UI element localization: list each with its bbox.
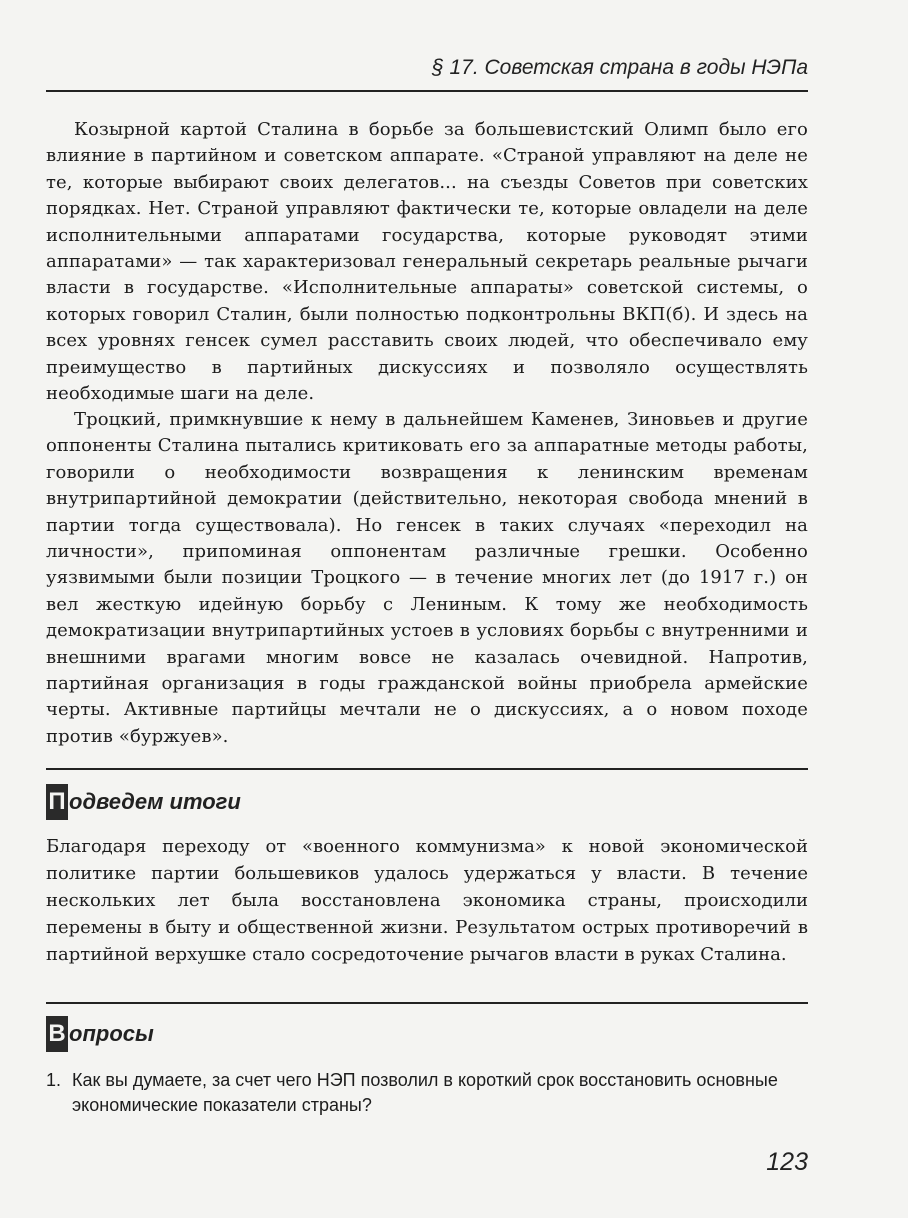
main-text bbox=[46, 407, 808, 750]
questions-heading bbox=[46, 1016, 154, 1052]
page-number: 123 bbox=[766, 1148, 808, 1176]
main-text bbox=[46, 117, 808, 407]
question-number: 1. bbox=[46, 1070, 62, 1090]
section-divider bbox=[46, 768, 808, 770]
summary-heading bbox=[46, 784, 241, 820]
header-title: § 17. Советская страна в годы НЭПа bbox=[431, 56, 808, 79]
heading-text: опросы bbox=[69, 1021, 154, 1046]
question-text: Как вы думаете, за счет чего НЭП позволил в короткий срок восстановить основные экономические показатели страны? bbox=[72, 1070, 778, 1115]
heading-initial: П bbox=[46, 784, 68, 820]
paragraph: Козырной картой Сталина в борьбе за большевистский Олимп было его влияние в партийном и советском аппарате. «Страной управляют на деле не те, которые выбирают своих делегатов... на съезды Советов при советских порядках. Нет. Страной управляют фактически те, которые овладели на деле исполнительными аппаратами государства, которые руководят этими аппаратами» — так характеризовал генеральный секретарь реальные рычаги власти в государстве. «Исполнительные аппараты» советской системы, о которых говорил Сталин, были полностью подконтрольны ВКП(б). И здесь на всех уровнях генсек сумел расставить своих людей, что обеспечивало ему преимущество в партийных дискуссиях и позволяло осуществлять необходимые шаги на деле. bbox=[46, 119, 808, 405]
section-divider bbox=[46, 1002, 808, 1004]
paragraph: Троцкий, примкнувшие к нему в дальнейшем Каменев, Зиновьев и другие оппоненты Сталина пытались критиковать его за аппаратные методы работы, говорили о необходимости возвращения к ленинским временам внутрипартийной демократии (действительно, некоторая свобода мнений в партии тогда существовала). Но генсек в таких случаях «переходил на личности», припоминая оппонентам различные грешки. Особенно уязвимыми были позиции Троцкого — в течение многих лет (до 1917 г.) он вел жесткую идейную борьбу с Лениным. К тому же необходимость демократизации внутрипартийных устоев в условиях борьбы с внутренними и внешними врагами многим вовсе не казалась очевидной. Напротив, партийная организация в годы гражданской войны приобрела армейские черты. Активные партийцы мечтали не о дискуссиях, а о новом походе против «буржуев». bbox=[46, 409, 808, 747]
heading-text: одведем итоги bbox=[69, 789, 241, 814]
question-item bbox=[46, 1068, 808, 1118]
heading-initial: В bbox=[46, 1016, 68, 1052]
summary-text: Благодаря переходу от «военного коммунизма» к новой экономической политике партии большевиков удалось удержаться у власти. В течение нескольких лет была восстановлена экономика страны, происходили перемены в быту и общественной жизни. Результатом острых противоречий в партийной верхушке стало сосредоточение рычагов власти в руках Сталина. bbox=[46, 836, 808, 965]
running-header bbox=[46, 50, 808, 92]
